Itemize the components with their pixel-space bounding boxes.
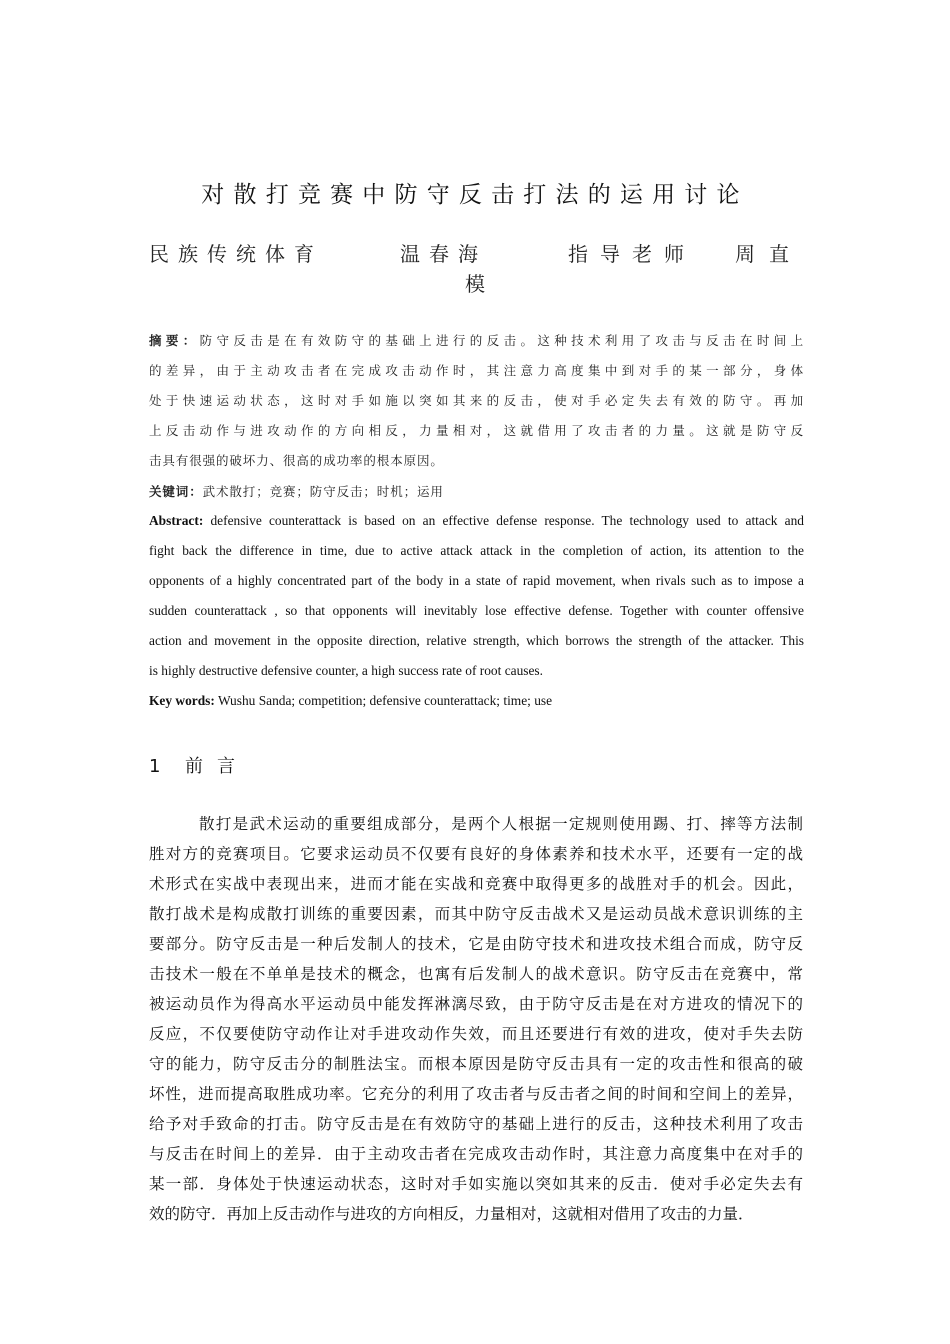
body-line: 要部分。防守反击是一种后发制人的技术，它是由防守技术和进攻技术组合而成，防守反 [149, 935, 803, 953]
body-line: 给予对手致命的打击。防守反击是在有效防守的基础上进行的反击，这种技术利用了攻击 [149, 1115, 803, 1133]
abstract-en-line [149, 513, 804, 529]
body-line: 散打是武术运动的重要组成部分，是两个人根据一定规则使用踢、打、摔等方法制 [199, 815, 803, 833]
abstract-cn-line [149, 331, 804, 349]
body-line: 守的能力，防守反击分的制胜法宝。而根本原因是防守反击具有一定的攻击性和很高的破 [149, 1055, 803, 1073]
abstract-cn-label: 摘要： [149, 333, 200, 348]
abstract-cn-line: 击具有很强的破坏力、很高的成功率的根本原因。 [149, 453, 444, 468]
advisor-name-continued: 模 [465, 272, 485, 296]
abstract-en-line: sudden counterattack , so that opponents will inevitably lose effective defense. Together with counter offensive [149, 603, 804, 618]
abstract-en-label: Abstract: [149, 513, 204, 528]
body-line: 被运动员作为得高水平运动员中能发挥淋漓尽致，由于防守反击是在对方进攻的情况下的 [149, 995, 803, 1013]
paper-title: 对散打竞赛中防守反击打法的运用讨论 [201, 182, 749, 208]
body-line: 散打战术是构成散打训练的重要因素，而其中防守反击战术又是运动员战术意识训练的主 [149, 905, 803, 923]
section-heading [149, 752, 249, 778]
body-line: 与反击在时间上的差异．由于主动攻击者在完成攻击动作时，其注意力高度集中在对手的 [149, 1145, 803, 1163]
abstract-en-text: defensive counterattack is based on an effective defense response. The technology used to attack and [203, 513, 804, 528]
abstract-cn-line: 的差异，由于主动攻击者在完成攻击动作时，其注意力高度集中到对手的某一部分，身体 [149, 363, 804, 378]
body-line: 效的防守．再加上反击动作与进攻的方向相反，力量相对，这就相对借用了攻击的力量． [149, 1205, 754, 1223]
advisor-label: 指导老师 [568, 242, 696, 266]
body-line: 反应，不仅要使防守动作让对手进攻动作失效，而且还要进行有效的进攻，使对手失去防 [149, 1025, 803, 1043]
body-line: 某一部．身体处于快速运动状态，这时对手如实施以突如其来的反击．使对手必定失去有 [149, 1175, 803, 1193]
body-line: 术形式在实战中表现出来，进而才能在实战和竞赛中取得更多的战胜对手的机会。因此， [149, 875, 803, 893]
abstract-cn-line: 处于快速运动状态，这时对手如施以突如其来的反击，使对手必定失去有效的防守。再加 [149, 393, 804, 408]
keywords-en [149, 693, 804, 709]
author-student: 温春海 [400, 242, 487, 266]
keywords-cn [149, 482, 804, 500]
abstract-en-line: opponents of a highly concentrated part of the body in a state of rapid movement, when rivals such as to impose a [149, 573, 804, 588]
abstract-cn-line: 上反击动作与进攻动作的方向相反，力量相对，这就借用了攻击者的力量。这就是防守反 [149, 423, 804, 438]
abstract-en-line: is highly destructive defensive counter, a high success rate of root causes. [149, 663, 543, 678]
abstract-en-line: action and movement in the opposite direction, relative strength, which borrows the strength of the attacker. This [149, 633, 804, 648]
keywords-cn-label: 关键词： [149, 484, 203, 499]
keywords-en-label: Key words: [149, 693, 215, 708]
section-title: 前言 [185, 756, 249, 777]
section-number: 1 [149, 756, 161, 777]
body-line: 击技术一般在不单单是技术的概念，也寓有后发制人的战术意识。防守反击在竞赛中，常 [149, 965, 803, 983]
keywords-cn-text: 武术散打；竞赛；防守反击；时机；运用 [202, 484, 444, 499]
author-major: 民族传统体育 [149, 242, 323, 266]
abstract-en-line: fight back the difference in time, due to active attack attack in the completion of action, its attention to the [149, 543, 804, 558]
advisor-name: 周直 [735, 242, 803, 266]
body-line: 胜对方的竞赛项目。它要求运动员不仅要有良好的身体素养和技术水平，还要有一定的战 [149, 845, 803, 863]
keywords-en-text: Wushu Sanda; competition; defensive counterattack; time; use [214, 693, 553, 708]
body-line: 坏性，进而提高取胜成功率。它充分的利用了攻击者与反击者之间的时间和空间上的差异， [149, 1085, 803, 1103]
abstract-cn-text: 防守反击是在有效防守的基础上进行的反击。这种技术利用了攻击与反击在时间上 [199, 333, 804, 348]
